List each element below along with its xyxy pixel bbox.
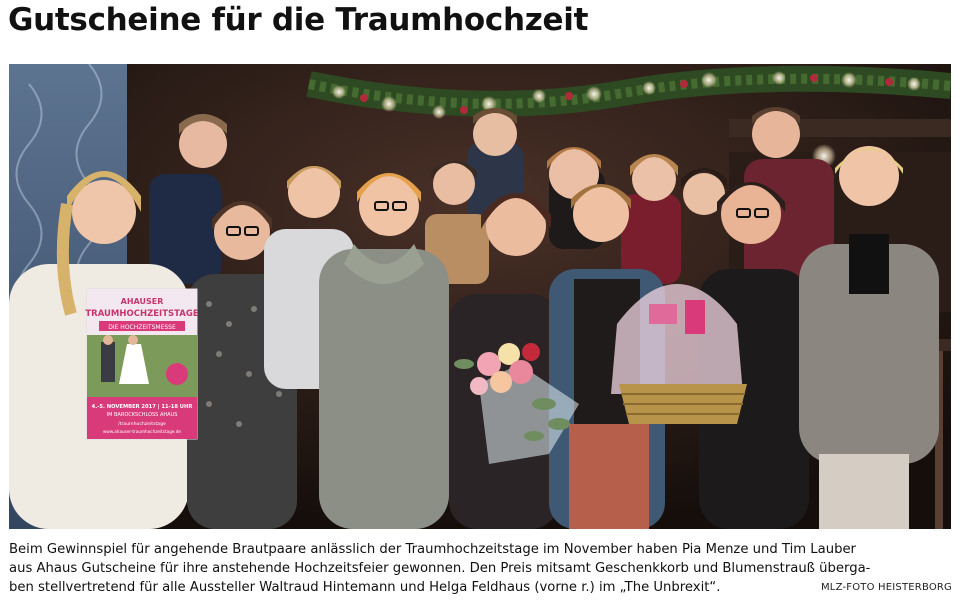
group-photo-illustration <box>9 64 951 529</box>
caption-line-1: Beim Gewinnspiel für angehende Brautpaare anlässlich der Traumhochzeitstage im November haben Pia Menze und Tim Lauber <box>9 542 856 557</box>
caption-line-2: aus Ahaus Gutscheine für ihre anstehende Hochzeitsfeier gewonnen. Den Preis mitsamt Geschenkkorb und Blumenstrauß überga- <box>9 561 871 576</box>
photo-credit: MLZ-FOTO HEISTERBORG <box>820 582 952 593</box>
group-photo <box>9 64 951 529</box>
poster-web1: /traumhochzeitstage <box>118 422 166 427</box>
poster-venue: IM BAROCKSCHLOSS AHAUS <box>106 412 178 418</box>
caption-line-3: ben stellvertretend für alle Aussteller Waltraud Hintemann und Helga Feldhaus (vorne r.) im „The Unbrexit“. <box>9 580 721 595</box>
event-poster <box>85 289 198 439</box>
photo-caption <box>9 540 953 597</box>
poster-web2: www.ahauser-traumhochzeitstage.de <box>103 429 181 434</box>
poster-line3: DIE HOCHZEITSMESSE <box>108 324 176 331</box>
poster-line2: TRAUMHOCHZEITSTAGE <box>85 309 199 319</box>
poster-line1: AHAUSER <box>120 297 164 306</box>
poster-date: 4.-5. NOVEMBER 2017 | 11-18 UHR <box>91 404 193 410</box>
article-headline: Gutscheine für die Traumhochzeit <box>8 2 589 38</box>
